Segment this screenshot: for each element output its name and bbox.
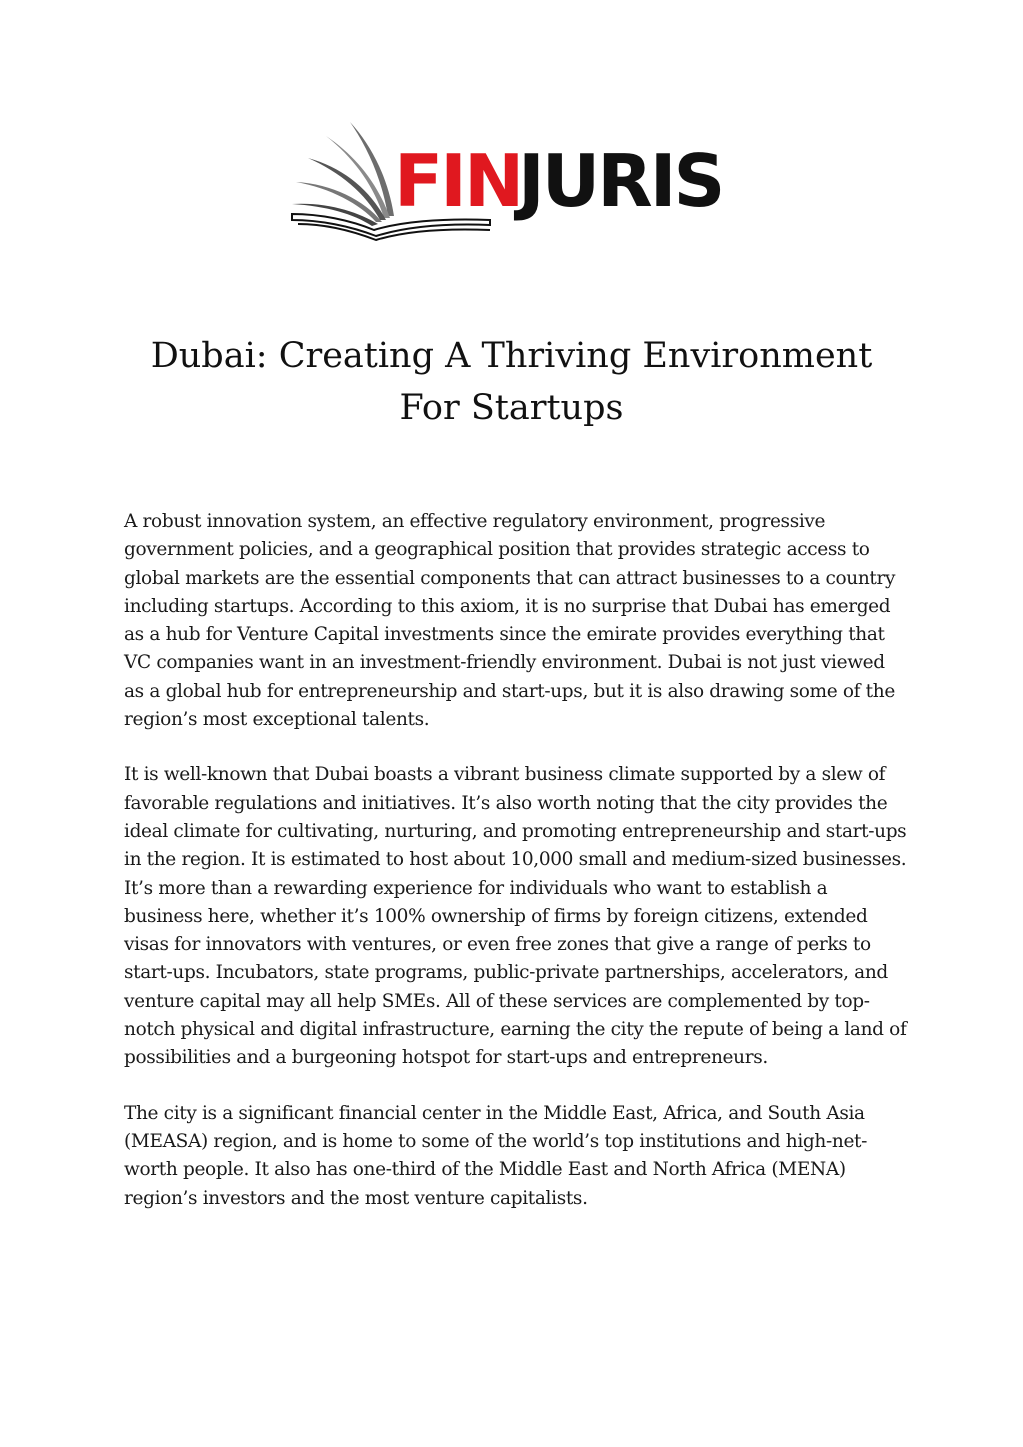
title-line-2: For Startups [399, 388, 624, 428]
article-body [124, 508, 909, 1240]
paragraph-2: It is well-known that Dubai boasts a vibrant business climate supported by a slew of favorable regulations and initiatives. It’s also worth noting that the city provides the ideal climate for cultivating, nurturing, and promoting entrepreneurship and start-ups in the region. It is estimated to host about 10,000 small and medium-sized businesses. It’s more than a rewarding experience for individuals who want to establish a business here, whether it’s 100% ownership of firms by foreign citizens, extended visas for innovators with ventures, or even free zones that give a range of perks to start-ups. Incubators, state programs, public-private partnerships, accelerators, and venture capital may all help SMEs. All of these services are complemented by top-notch physical and digital infrastructure, earning the city the repute of being a land of possibilities and a burgeoning hotspot for start-ups and entrepreneurs. [124, 764, 907, 1069]
logo-fin-text: FIN [394, 139, 522, 223]
paragraph-3: The city is a significant financial center in the Middle East, Africa, and South Asia (MEASA) region, and is home to some of the world’s top institutions and high-net-worth people. It also has one-third of the Middle East and North Africa (MENA) region’s investors and the most venture capitalists. [124, 1102, 868, 1209]
document-title [100, 330, 923, 434]
title-line-1: Dubai: Creating A Thriving Environment [150, 336, 873, 376]
logo-juris-text: JURIS [518, 139, 723, 223]
book-icon [290, 118, 740, 244]
paragraph-1: A robust innovation system, an effective regulatory environment, progressive government policies, and a geographical position that provides strategic access to global markets are the essential components that can attract businesses to a country including startups. According to this axiom, it is no surprise that Dubai has emerged as a hub for Venture Capital investments since the emirate provides everything that VC companies want in an investment-friendly environment. Dubai is not just viewed as a global hub for entrepreneurship and start-ups, but it is also drawing some of the region’s most exceptional talents. [124, 511, 896, 731]
finjuris-logo [290, 118, 740, 244]
